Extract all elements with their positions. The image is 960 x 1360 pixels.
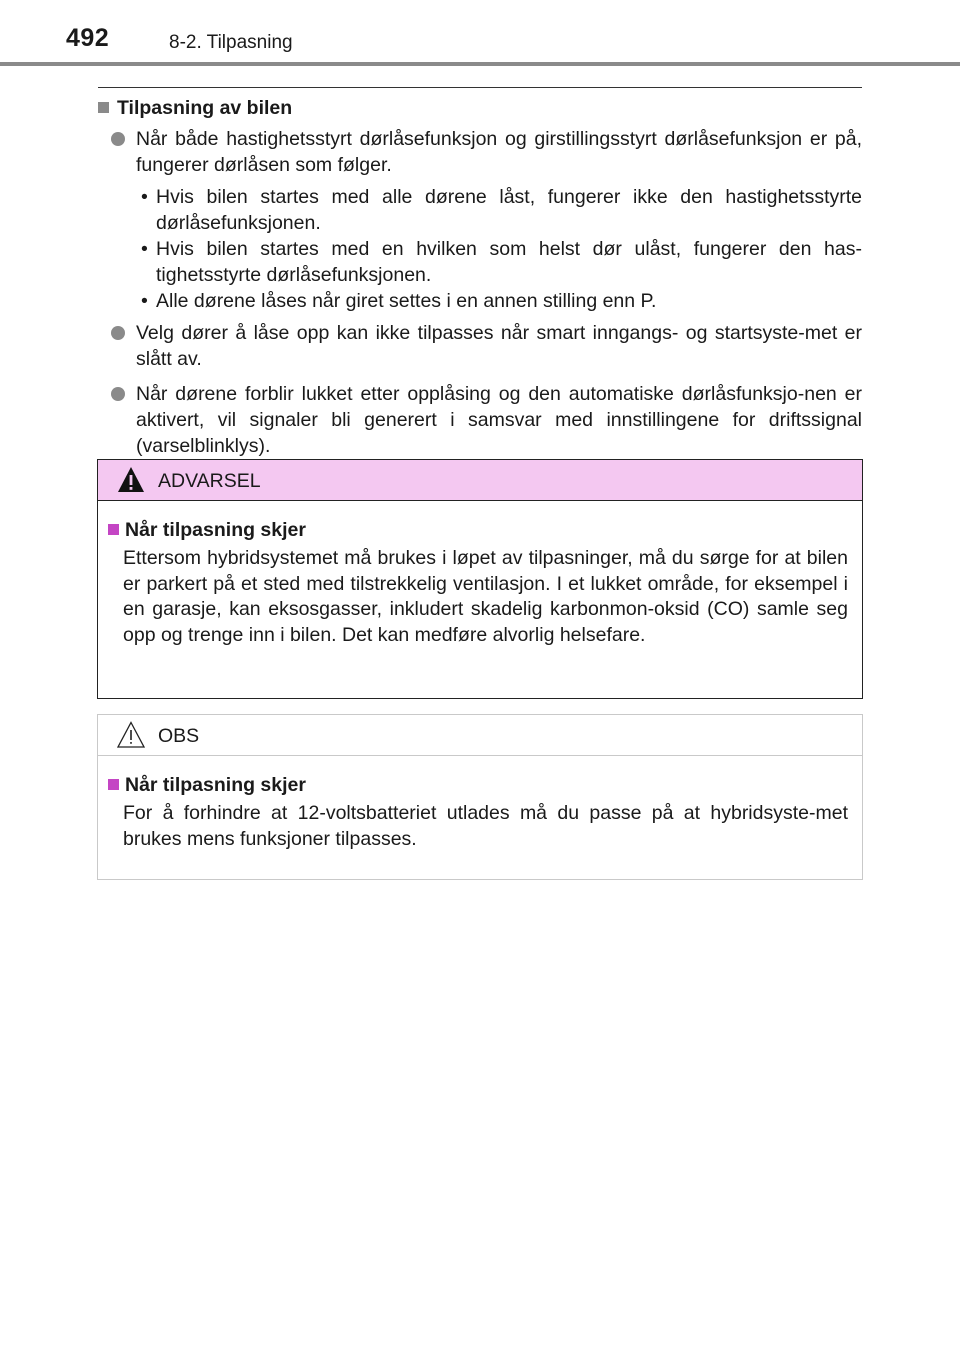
bullet-char: • bbox=[141, 186, 148, 208]
section-title: 8-2. Tilpasning bbox=[169, 32, 293, 53]
warning-heading bbox=[108, 519, 848, 542]
notice-box bbox=[97, 714, 863, 880]
page-number: 492 bbox=[66, 24, 110, 52]
notice-box-header bbox=[98, 715, 862, 756]
content-divider bbox=[98, 87, 862, 88]
list-item-text: Alle dørene låses når giret settes i en annen stilling enn P. bbox=[156, 290, 657, 312]
warning-text: Ettersom hybridsystemet må brukes i løpet av tilpasninger, må du sørge for at bilen er parkert på et sted med tilstrekkelig ventilasjon. I et lukket område, for eksempel i en garasje, kan eksosgasser, inkludert skadelig karbonmon-oksid (CO) samle seg opp og trenge inn i bilen. Det kan medføre alvorlig helsefare. bbox=[123, 547, 848, 646]
warning-triangle-outline-icon bbox=[116, 720, 146, 750]
bullet-list bbox=[98, 184, 862, 314]
paragraph-1 bbox=[98, 126, 862, 178]
paragraph-3 bbox=[98, 381, 862, 459]
warning-box-body bbox=[98, 501, 862, 668]
warning-box bbox=[97, 459, 863, 699]
warning-heading-text: Når tilpasning skjer bbox=[125, 519, 306, 541]
circle-bullet-icon bbox=[111, 132, 125, 146]
square-marker-icon bbox=[98, 102, 109, 113]
section-heading-text: Tilpasning av bilen bbox=[117, 97, 293, 119]
circle-bullet-icon bbox=[111, 326, 125, 340]
notice-title: OBS bbox=[158, 725, 200, 747]
list-item-text: Hvis bilen startes med alle dørene låst, fungerer ikke den hastighetsstyrte dørlåsefunksjonen. bbox=[156, 186, 862, 234]
paragraph-2 bbox=[98, 320, 862, 372]
circle-bullet-icon bbox=[111, 387, 125, 401]
square-marker-icon bbox=[108, 524, 119, 535]
warning-triangle-filled-icon bbox=[116, 465, 146, 495]
warning-title: ADVARSEL bbox=[158, 470, 261, 492]
paragraph-3-text: Når dørene forblir lukket etter opplåsing og den automatiske dørlåsfunksjo-nen er aktivert, vil signaler bli generert i samsvar med innstillingene for driftssignal (varselblinklys). bbox=[136, 383, 862, 457]
section-heading bbox=[98, 97, 862, 120]
header-rule bbox=[0, 62, 960, 66]
list-item bbox=[98, 236, 862, 288]
page-header bbox=[0, 0, 960, 70]
list-item-text: Hvis bilen startes med en hvilken som helst dør ulåst, fungerer den has-tighetsstyrte dørlåsefunksjonen. bbox=[156, 238, 862, 286]
warning-box-header bbox=[98, 460, 862, 501]
bullet-char: • bbox=[141, 290, 148, 312]
bullet-char: • bbox=[141, 238, 148, 260]
list-item bbox=[98, 184, 862, 236]
notice-text: For å forhindre at 12-voltsbatteriet utlades må du passe på at hybridsyste-met brukes mens funksjoner tilpasses. bbox=[123, 802, 848, 850]
main-content bbox=[98, 87, 862, 459]
notice-box-body bbox=[98, 756, 862, 872]
square-marker-icon bbox=[108, 779, 119, 790]
list-item bbox=[98, 288, 862, 314]
notice-heading-text: Når tilpasning skjer bbox=[125, 774, 306, 796]
notice-heading bbox=[108, 774, 848, 797]
paragraph-1-text: Når både hastighetsstyrt dørlåsefunksjon og girstillingsstyrt dørlåsefunksjon er på, fungerer dørlåsen som følger. bbox=[136, 128, 862, 176]
paragraph-2-text: Velg dører å låse opp kan ikke tilpasses når smart inngangs- og startsyste-met er slått av. bbox=[136, 322, 862, 370]
